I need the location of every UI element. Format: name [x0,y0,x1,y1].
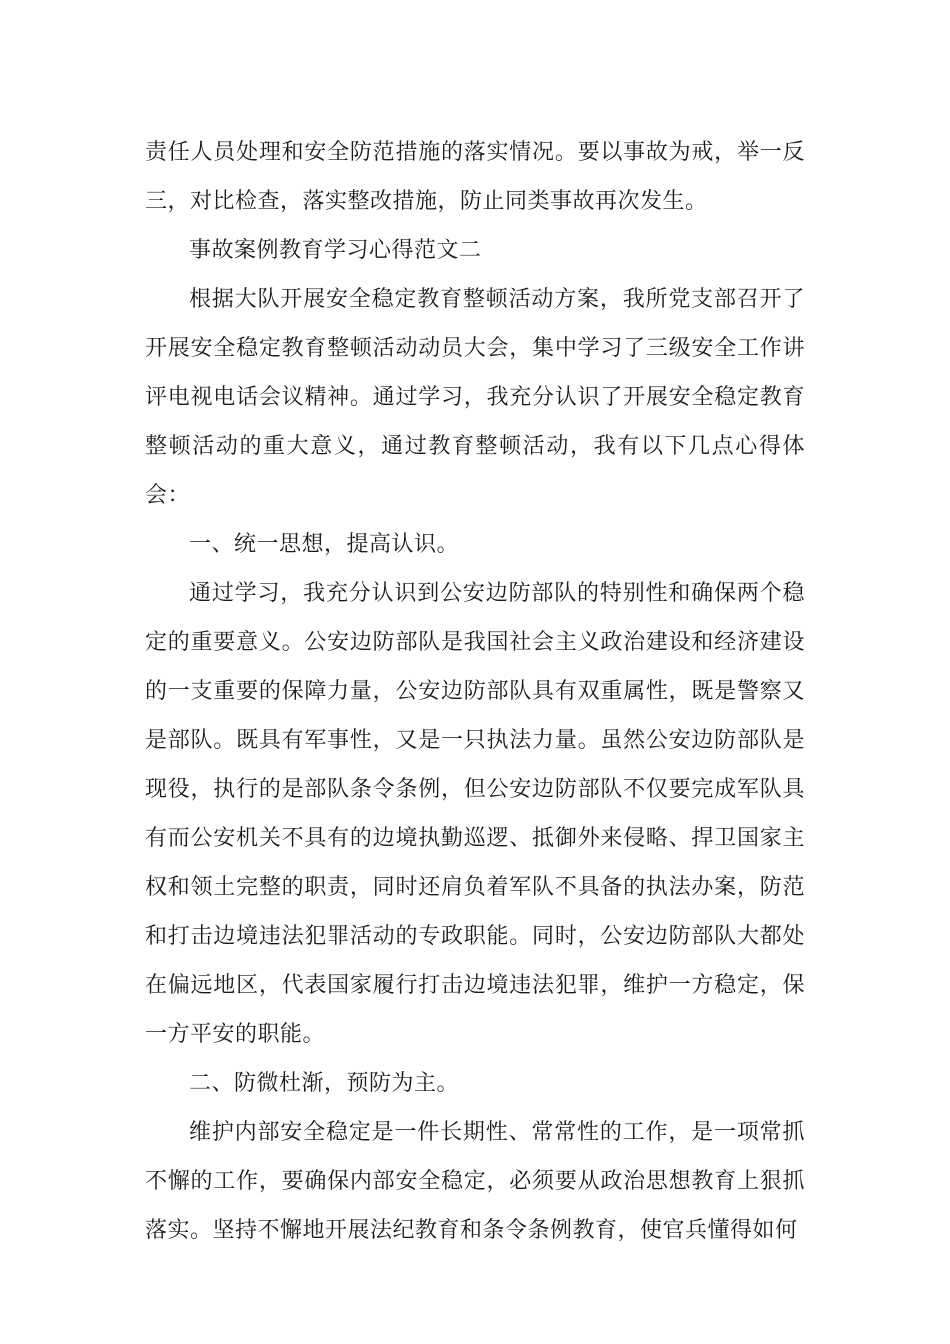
heading-one: 一、统一思想，提高认识。 [189,532,460,557]
heading-two: 二、防微杜渐，预防为主。 [189,1071,460,1096]
paragraph-intro: 根据大队开展安全稳定教育整顿活动方案，我所党支部召开了开展安全稳定教育整顿活动动员大会，集中学习了三级安全工作讲评电视电话会议精神。通过学习，我充分认识了开展安全稳定教育整顿活动的重大意义，通过教育整顿活动，我有以下几点心得体会： [145,287,805,508]
document-page [145,128,805,1255]
section-title: 事故案例教育学习心得范文二 [189,238,482,263]
paragraph-continuation: 责任人员处理和安全防范措施的落实情况。要以事故为戒，举一反三，对比检查，落实整改措施，防止同类事故再次发生。 [145,140,805,214]
paragraph-body-two: 维护内部安全稳定是一件长期性、常常性的工作，是一项常抓不懈的工作，要确保内部安全稳定，必须要从政治思想教育上狠抓落实。坚持不懈地开展法纪教育和条令条例教育，使官兵懂得如何 [145,1120,805,1243]
paragraph-body-one: 通过学习，我充分认识到公安边防部队的特别性和确保两个稳定的重要意义。公安边防部队是我国社会主义政治建设和经济建设的一支重要的保障力量，公安边防部队具有双重属性，既是警察又是部队。既具有军事性，又是一只执法力量。虽然公安边防部队是现役，执行的是部队条令条例，但公安边防部队不仅要完成军队具有而公安机关不具有的边境执勤巡逻、抵御外来侵略、捍卫国家主权和领土完整的职责，同时还肩负着军队不具备的执法办案，防范和打击边境违法犯罪活动的专政职能。同时，公安边防部队大都处在偏远地区，代表国家履行打击边境违法犯罪，维护一方稳定，保一方平安的职能。 [145,581,805,1047]
